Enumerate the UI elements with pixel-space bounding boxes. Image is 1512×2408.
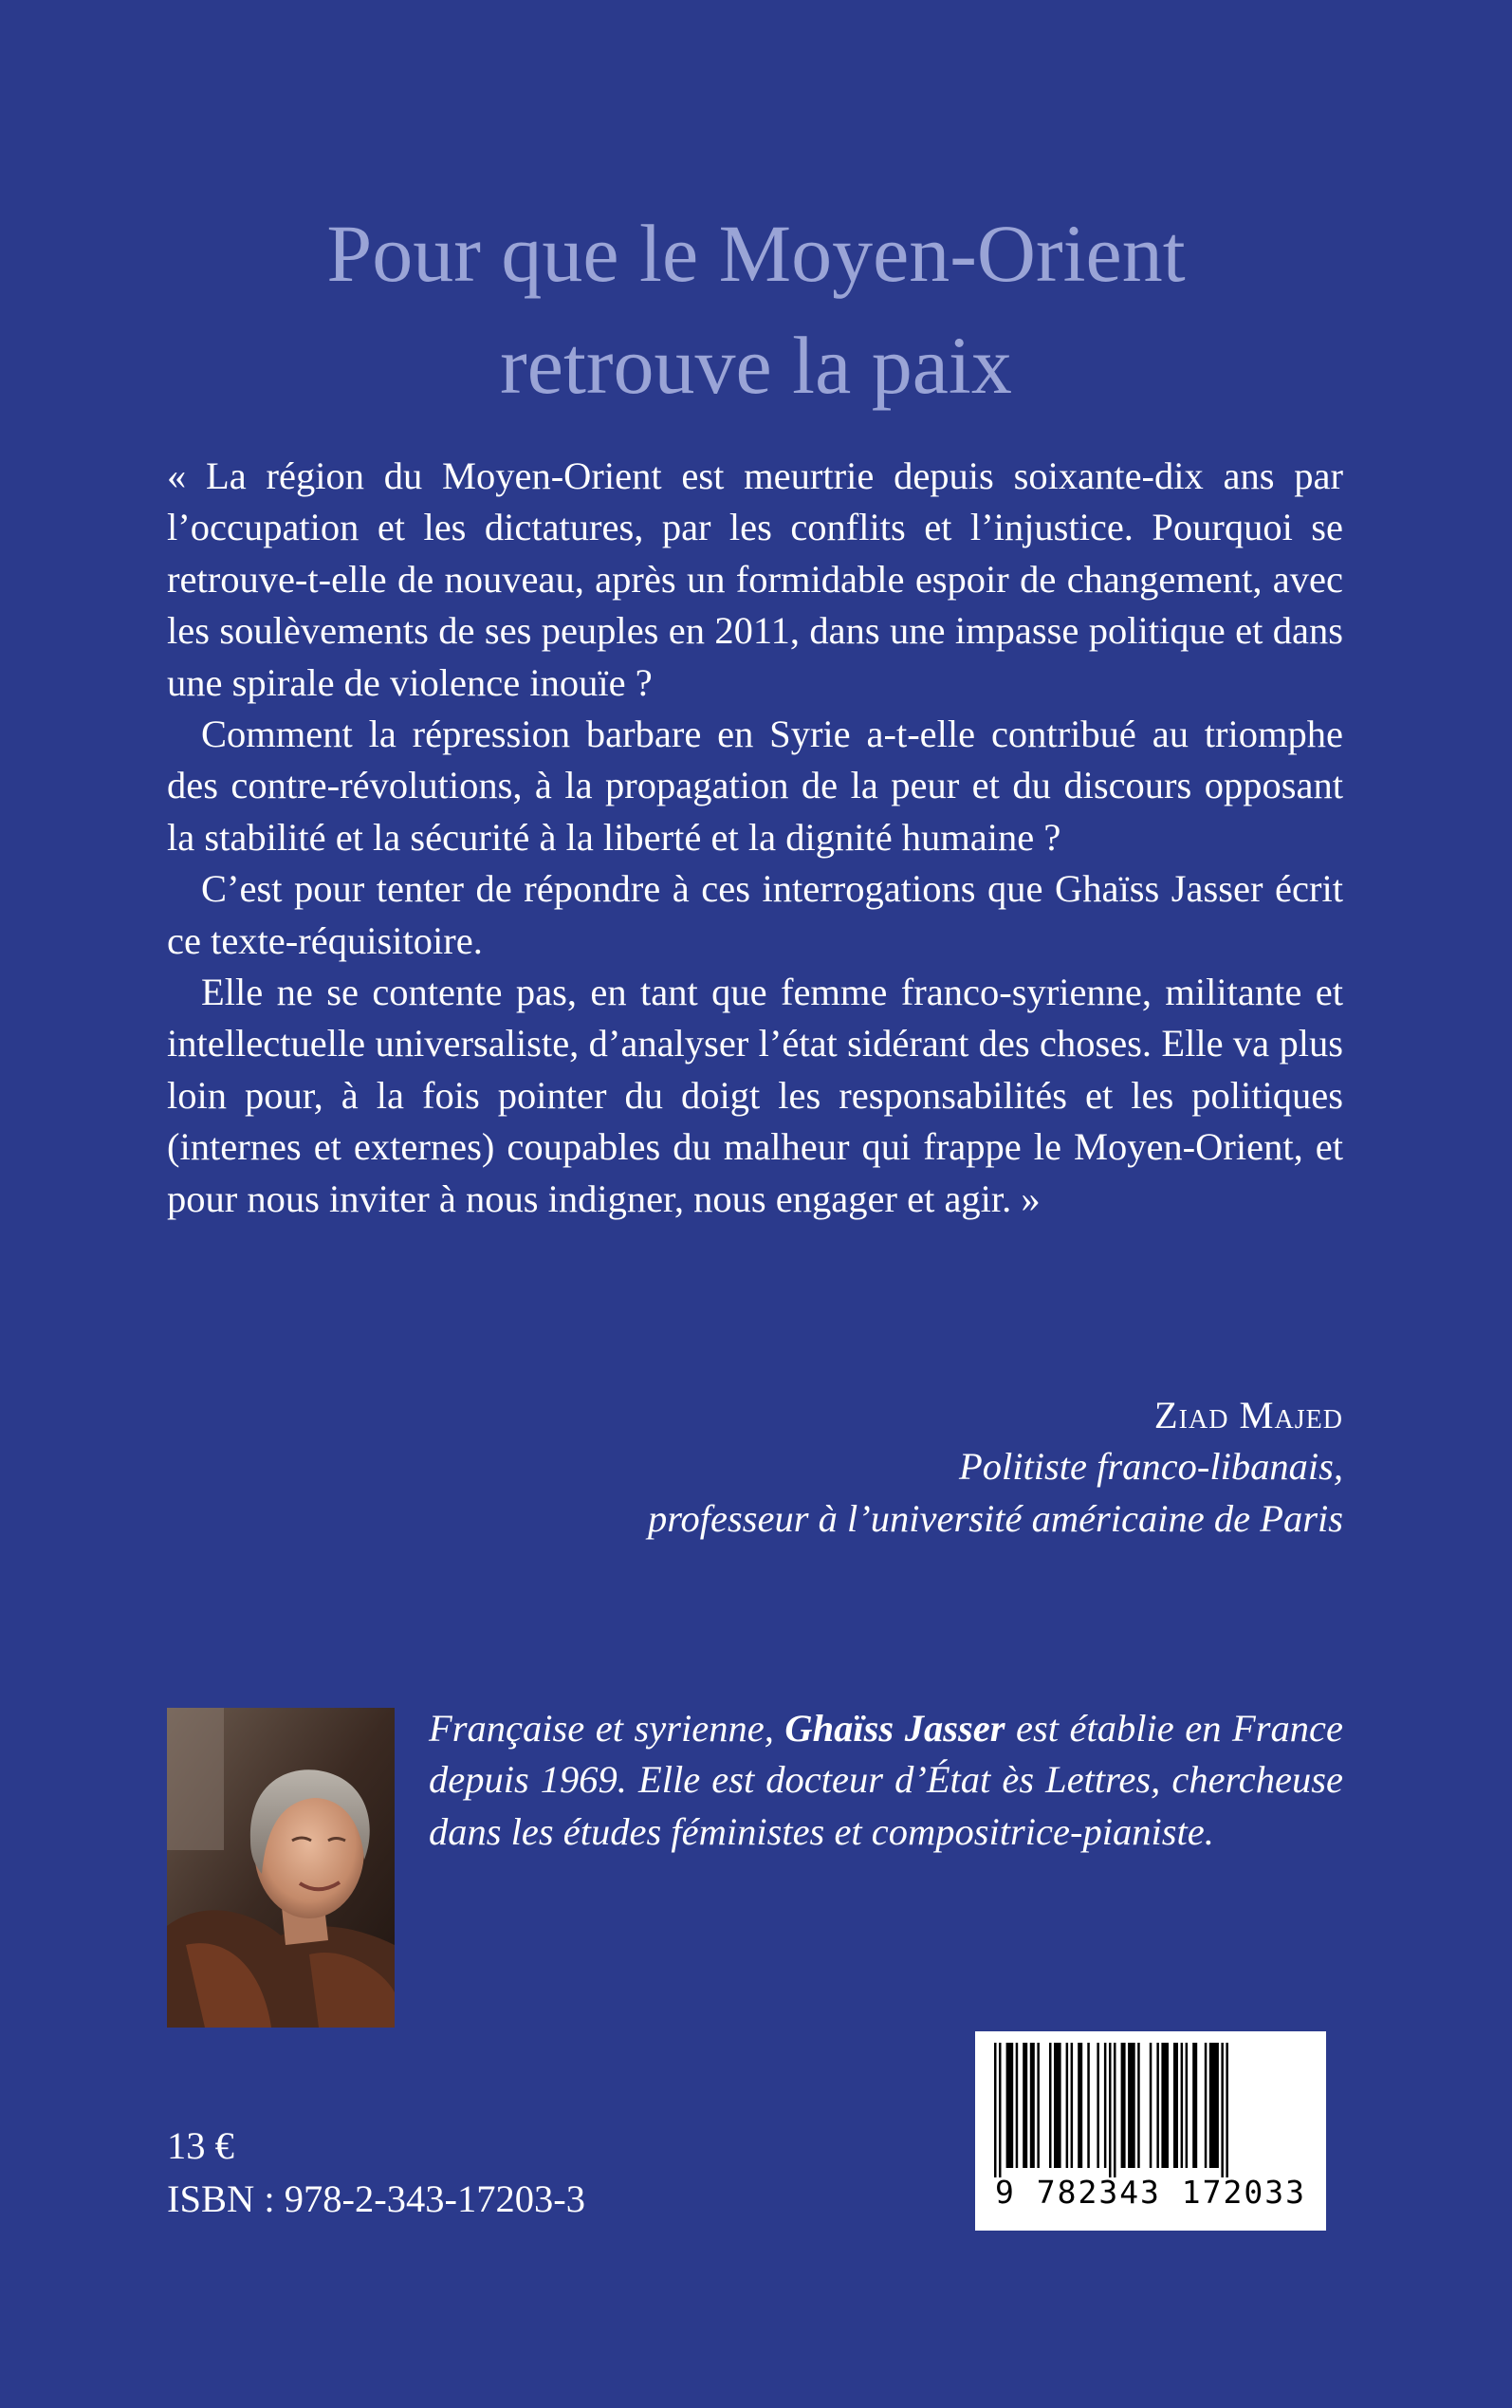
barcode-bar xyxy=(1192,2043,1197,2168)
signature-role-line-2: professeur à l’université américaine de Paris xyxy=(648,1496,1343,1540)
barcode-bar xyxy=(1109,2043,1112,2177)
title-line-2: retrouve la paix xyxy=(500,319,1012,411)
barcode-bar xyxy=(1156,2043,1159,2168)
barcode-digits: 9 782343 172033 xyxy=(994,2174,1306,2211)
price: 13 € xyxy=(167,2124,234,2167)
barcode-bar xyxy=(1221,2043,1224,2177)
barcode-bar xyxy=(1104,2043,1107,2168)
bio-text: est établie en France depuis 1969. Elle est docteur d’État ès Lettres, chercheuse dans les études féministes et compositrice-pianiste. xyxy=(429,1707,1343,1853)
author-portrait xyxy=(167,1708,395,2028)
barcode-bar xyxy=(1078,2043,1082,2168)
barcode-bar xyxy=(1150,2043,1152,2168)
barcode-bar xyxy=(1209,2043,1219,2168)
barcode-bar xyxy=(1030,2043,1035,2168)
barcode xyxy=(975,2031,1326,2231)
barcode-bar xyxy=(1049,2043,1052,2168)
barcode-bar xyxy=(1137,2043,1140,2168)
title-line-1: Pour que le Moyen-Orient xyxy=(326,207,1186,299)
barcode-bar xyxy=(1006,2043,1014,2168)
quote-paragraph: Elle ne se contente pas, en tant que femme franco-syrienne, militante et intellectuelle universaliste, d’analyser l’état sidérant des choses. Elle va plus loin pour, à la fois pointer du doigt les responsabilités et les politiques (internes et externes) coupables du malheur qui frappe le Moyen-Orient, et pour nous inviter à nous indigner, nous engager et agir. » xyxy=(167,971,1343,1220)
barcode-bar xyxy=(1066,2043,1069,2168)
barcode-bar xyxy=(999,2043,1002,2177)
quote-signature xyxy=(167,1390,1343,1545)
barcode-bar xyxy=(1037,2043,1040,2168)
barcode-bar xyxy=(1016,2043,1019,2168)
quote-paragraph: Comment la répression barbare en Syrie a-t-elle contribué au triomphe des contre-révolutions, à la propagation de la peur et du discours opposant la stabilité et la sécurité à la liberté et la dignité humaine ? xyxy=(167,713,1343,859)
signature-role-line-1: Politiste franco-libanais, xyxy=(959,1445,1343,1489)
author-portrait-image xyxy=(167,1708,395,2028)
book-title xyxy=(0,197,1512,421)
barcode-bar xyxy=(1054,2043,1061,2168)
barcode-bar xyxy=(1205,2043,1208,2168)
barcode-bar xyxy=(1097,2043,1099,2168)
author-bio xyxy=(429,1703,1343,1858)
barcode-bar xyxy=(1186,2043,1189,2168)
barcode-bar xyxy=(1161,2043,1169,2168)
isbn: ISBN : 978-2-343-17203-3 xyxy=(167,2177,585,2220)
quote-paragraph: C’est pour tenter de répondre à ces interrogations que Ghaïss Jasser écrit ce texte-réquisitoire. xyxy=(167,867,1343,962)
barcode-bar xyxy=(1173,2043,1178,2168)
barcode-bar xyxy=(1181,2043,1184,2168)
barcode-bar xyxy=(1023,2043,1027,2168)
bio-intro: Française et syrienne, xyxy=(429,1707,785,1750)
barcode-bar xyxy=(994,2043,997,2177)
quote-paragraph: « La région du Moyen-Orient est meurtrie depuis soixante-dix ans par l’occupation et les dictatures, par les conflits et l’injustice. Pourquoi se retrouve-t-elle de nouveau, après un formidable espoir de changement, avec les soulèvements de ses peuples en 2011, dans une impasse politique et dans une spirale de violence inouïe ? xyxy=(167,454,1343,704)
barcode-bar xyxy=(1114,2043,1116,2177)
barcode-bar xyxy=(1071,2043,1074,2168)
bio-author-name: Ghaïss Jasser xyxy=(784,1707,1005,1750)
barcode-bar xyxy=(1087,2043,1090,2168)
barcode-bar xyxy=(1121,2043,1126,2168)
signature-name: Ziad Majed xyxy=(1153,1394,1343,1436)
endorsement-quote xyxy=(167,451,1343,1225)
barcode-bar xyxy=(1128,2043,1135,2168)
barcode-bar xyxy=(1226,2043,1228,2177)
barcode-bars xyxy=(975,2031,1326,2183)
